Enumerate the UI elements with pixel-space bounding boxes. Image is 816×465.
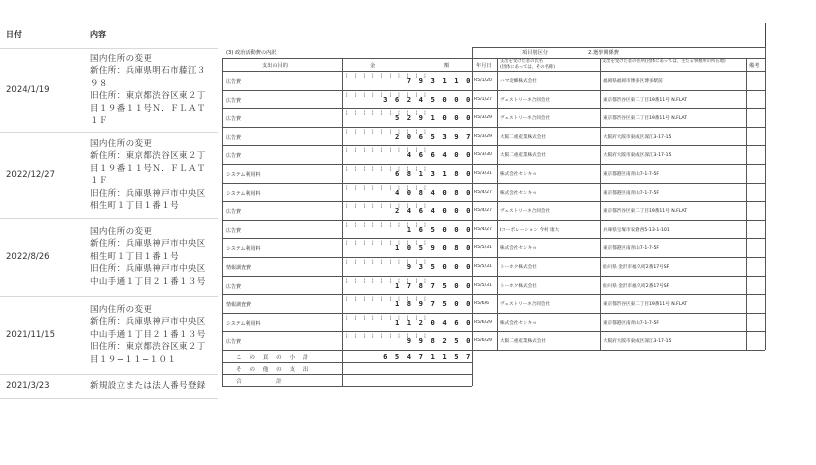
row-purpose: 広告費 bbox=[226, 97, 242, 104]
row-date: R5/3/30 bbox=[474, 152, 492, 158]
row-recipient-address: 東京都渋谷区東二丁目19番11号 N.FLAT bbox=[603, 209, 688, 215]
row-purpose: 広告費 bbox=[226, 116, 242, 123]
row-recipient-address: 東京都渋谷区東二丁目19番11号 N.FLAT bbox=[603, 97, 688, 103]
category-label: 項目別区分 bbox=[522, 50, 548, 56]
row-recipient-name: ハマ北郷株式会社 bbox=[500, 79, 537, 84]
row-recipient-address: 大阪府大阪市東成区深江3-17-15 bbox=[603, 339, 672, 345]
history-content: 国内住所の変更 新住所：兵庫県明石市藤江３９８ 旧住所：東京都渋谷区東２丁目１９番１１号Ｎ．ＦＬＡＴ１Ｆ bbox=[84, 48, 218, 132]
row-amount: 2 4 6 4 0 0 0 bbox=[394, 206, 472, 216]
row-recipient-address: 大阪府大阪市東成区深江3-17-15 bbox=[603, 134, 672, 140]
row-line bbox=[222, 201, 765, 202]
row-date: R5/6/29 bbox=[474, 319, 492, 325]
row-amount: 1 7 8 7 5 0 0 bbox=[394, 280, 472, 290]
address-column-line bbox=[600, 58, 601, 350]
title-top-line bbox=[472, 47, 765, 48]
row-line bbox=[222, 127, 765, 128]
row-line bbox=[222, 313, 765, 314]
row-line bbox=[222, 90, 765, 91]
row-date: R5/6/29 bbox=[474, 338, 492, 344]
row-date: R5/5/31 bbox=[474, 264, 492, 269]
digit-dividers: ¦¦¦¦¦¦¦¦¦¦ bbox=[346, 203, 433, 210]
history-content: 国内住所の変更 新住所：兵庫県神戸市中央区中山手通１丁目２１番１３号 旧住所：東京都渋谷区東２丁目１９−１１−１０１ bbox=[84, 296, 218, 374]
row-line bbox=[222, 220, 765, 221]
row-amount: 1 8 9 7 5 0 0 bbox=[394, 299, 472, 309]
section-title: (3) 政治活動費の内訳 bbox=[226, 50, 277, 56]
row-recipient-address: 兵庫県宝塚市安倉西5-13-1-101 bbox=[603, 227, 670, 233]
row-recipient-name: 大阪二重産業株式会社 bbox=[500, 134, 546, 140]
digit-dividers: ¦¦¦¦¦¦¦¦¦¦ bbox=[346, 184, 433, 191]
row-date: R5/4/27 bbox=[474, 189, 492, 195]
history-row bbox=[0, 48, 218, 132]
row-line bbox=[222, 276, 765, 277]
name-column-header: 支出を受けた者の氏名 (団体にあっては、その名称) bbox=[500, 59, 555, 70]
category-value: 2.選挙関係費 bbox=[588, 50, 619, 56]
row-purpose: 情報調査費 bbox=[226, 302, 252, 309]
row-line bbox=[222, 331, 765, 332]
row-recipient-name: ヴェストリーネ合同会社 bbox=[500, 97, 551, 103]
row-recipient-name: 株式会社センキョ bbox=[500, 172, 537, 177]
history-date: 2021/3/23 bbox=[0, 374, 84, 398]
row-amount: 1 6 5 0 0 0 bbox=[406, 224, 472, 234]
row-amount: 9 3 5 0 0 0 bbox=[406, 262, 472, 271]
digit-dividers: ¦¦¦¦¦¦¦¦¦¦ bbox=[346, 277, 433, 284]
row-amount: 5 2 9 1 0 0 0 bbox=[394, 113, 472, 123]
row-recipient-name: 株式会社センキョ bbox=[500, 320, 537, 326]
row-date: R5/4/27 bbox=[474, 208, 492, 214]
address-column-header: 支出を受けた者の住所(団体にあっては、主たる事務所の所在地) bbox=[602, 59, 726, 64]
row-recipient-address: 仙川県 金沢市福久町2番17号SF bbox=[603, 265, 670, 270]
summary-line bbox=[222, 386, 472, 387]
digit-dividers: ¦¦¦¦¦¦¦¦¦¦ bbox=[346, 166, 433, 172]
history-date: 2024/1/19 bbox=[0, 48, 84, 132]
name-column-line bbox=[497, 58, 498, 350]
history-content: 新規設立または法人番号登録 bbox=[84, 374, 218, 398]
right-border bbox=[765, 47, 766, 350]
row-amount: 9 9 8 2 5 0 bbox=[406, 336, 472, 346]
address-history-table bbox=[0, 22, 218, 399]
row-recipient-address: 東京都渋谷区東二丁目19番11号 N.FLAT bbox=[603, 116, 688, 122]
row-amount: 1 0 5 9 0 8 0 bbox=[394, 243, 472, 253]
purpose-column-header: 支出の目的 bbox=[262, 63, 288, 69]
note-column-line bbox=[746, 58, 747, 350]
header-top-line bbox=[222, 58, 765, 59]
row-date: R5/1/20 bbox=[474, 78, 492, 83]
history-content: 国内住所の変更 新住所：東京都渋谷区東２丁目１９番１１号Ｎ．ＦＬＡＴ１Ｆ 旧住所：兵庫県神戸市中央区相生町１丁目１番１号 bbox=[84, 132, 218, 218]
row-date: R5/3/29 bbox=[474, 115, 492, 121]
row-purpose: 広告費 bbox=[226, 209, 242, 216]
row-recipient-name: ヴェストリーネ合同会社 bbox=[500, 116, 551, 122]
row-line bbox=[222, 145, 765, 146]
row-line bbox=[222, 294, 765, 295]
row-recipient-name: Iコーポレーション 今村 康大 bbox=[500, 227, 560, 233]
row-line bbox=[222, 238, 765, 239]
row-line bbox=[222, 183, 765, 184]
row-recipient-address: 仙川県 金沢市福久町2番17号SF bbox=[603, 283, 670, 289]
row-amount: 6 8 1 3 1 8 0 bbox=[394, 169, 472, 178]
row-date: R5/3/29 bbox=[474, 133, 492, 139]
row-amount: 3 6 2 4 5 0 0 0 bbox=[383, 94, 472, 104]
digit-dividers: ¦¦¦¦¦¦¦¦¦¦ bbox=[346, 221, 433, 228]
row-purpose: 広告費 bbox=[226, 79, 242, 85]
summary-label: こ の 頁 の 小 計 bbox=[236, 355, 312, 361]
note-column-header: 備考 bbox=[749, 63, 760, 69]
row-recipient-address: 東京都港区南青山7-1-7-5F bbox=[603, 190, 660, 196]
row-purpose: 広告費 bbox=[226, 339, 242, 346]
summary-amount: 6 5 4 7 1 1 5 7 bbox=[383, 352, 472, 361]
row-date: R5/4/27 bbox=[474, 226, 492, 232]
digit-dividers: ¦¦¦¦¦¦¦¦¦¦ bbox=[346, 333, 433, 340]
digit-dividers: ¦¦¦¦¦¦¦¦¦¦ bbox=[346, 259, 433, 265]
history-row bbox=[0, 218, 218, 296]
row-amount: 7 9 3 1 1 0 bbox=[406, 76, 472, 85]
digit-dividers: ¦¦¦¦¦¦¦¦¦¦ bbox=[346, 314, 433, 321]
row-purpose: 広告費 bbox=[226, 227, 242, 234]
date-column-header: 年月日 bbox=[476, 63, 492, 69]
row-recipient-name: ヴェストリーネ合同会社 bbox=[500, 209, 551, 215]
row-recipient-name: トーホク株式会社 bbox=[500, 283, 537, 289]
digit-dividers: ¦¦¦¦¦¦¦¦¦¦ bbox=[346, 91, 433, 98]
digit-dividers: ¦¦¦¦¦¦¦¦¦¦ bbox=[346, 147, 433, 154]
history-date: 2022/8/26 bbox=[0, 218, 84, 296]
row-purpose: システム利用料 bbox=[226, 320, 261, 327]
row-purpose: 情報調査費 bbox=[226, 265, 252, 271]
row-line bbox=[222, 164, 765, 165]
row-recipient-address: 福岡県福岡市博多区博多駅前 bbox=[603, 79, 663, 84]
row-amount: 4 0 8 4 0 8 0 bbox=[394, 187, 472, 197]
row-recipient-name: トーホク株式会社 bbox=[500, 265, 537, 270]
row-purpose: システム利用料 bbox=[226, 246, 261, 253]
history-content: 国内住所の変更 新住所：兵庫県神戸市中央区相生町１丁目１番１号 旧住所：兵庫県神戸市中央区中山手通１丁目２１番１３号 bbox=[84, 218, 218, 296]
row-purpose: 広告費 bbox=[226, 134, 242, 141]
row-recipient-address: 大阪府大阪市東成区深江3-17-15 bbox=[603, 153, 672, 159]
date-column-header: 日付 bbox=[0, 22, 84, 48]
row-amount: 4 6 6 4 0 0 bbox=[406, 150, 472, 160]
row-line bbox=[222, 257, 765, 258]
row-line bbox=[222, 350, 765, 351]
history-date: 2021/11/15 bbox=[0, 296, 84, 374]
row-purpose: システム利用料 bbox=[226, 190, 261, 197]
row-recipient-address: 東京都港区南青山7-1-7-5F bbox=[603, 320, 660, 326]
scanned-expenditure-form bbox=[222, 43, 767, 411]
row-date: R5/5/31 bbox=[474, 282, 492, 288]
row-date: R5/5/31 bbox=[474, 245, 492, 251]
row-recipient-address: 東京都港区南青山7-1-7-5F bbox=[603, 172, 660, 177]
row-recipient-name: 株式会社センキョ bbox=[500, 246, 537, 252]
digit-dividers: ¦¦¦¦¦¦¦¦¦¦ bbox=[346, 110, 433, 117]
date-column-line bbox=[472, 47, 473, 386]
row-recipient-address: 東京都渋谷区東二丁目19番11号 N.FLAT bbox=[603, 302, 688, 308]
history-row bbox=[0, 296, 218, 374]
row-purpose: システム利用料 bbox=[226, 172, 261, 178]
summary-line bbox=[222, 362, 472, 363]
row-recipient-name: 株式会社センキョ bbox=[500, 190, 537, 196]
row-date: R5/3/31 bbox=[474, 171, 492, 176]
row-date: R5/6/6 bbox=[474, 301, 490, 307]
row-recipient-name: ヴェストリーネ合同会社 bbox=[500, 302, 551, 308]
amount-column-header-right: 額 bbox=[444, 63, 450, 69]
row-recipient-address: 東京都港区南青山7-1-7-5F bbox=[603, 246, 660, 252]
row-recipient-name: 大阪二重産業株式会社 bbox=[500, 153, 546, 159]
row-amount: 1 1 2 0 4 6 0 bbox=[394, 317, 472, 327]
left-border bbox=[222, 58, 223, 386]
digit-dividers: ¦¦¦¦¦¦¦¦¦¦ bbox=[346, 296, 433, 303]
row-line bbox=[222, 108, 765, 109]
history-row bbox=[0, 374, 218, 398]
header-bottom-line bbox=[222, 71, 765, 72]
amount-column-line bbox=[342, 58, 343, 386]
amount-column-header-left: 金 bbox=[370, 63, 376, 69]
row-recipient-name: 大阪二重産業株式会社 bbox=[500, 339, 546, 345]
summary-label: 合 計 bbox=[236, 379, 285, 385]
content-column-header: 内容 bbox=[84, 22, 218, 48]
row-purpose: 広告費 bbox=[226, 153, 242, 160]
row-date: R5/1/27 bbox=[474, 96, 492, 102]
digit-dividers: ¦¦¦¦¦¦¦¦¦¦ bbox=[346, 73, 433, 79]
digit-dividers: ¦¦¦¦¦¦¦¦¦¦ bbox=[346, 240, 433, 247]
digit-dividers: ¦¦¦¦¦¦¦¦¦¦ bbox=[346, 128, 433, 135]
history-row bbox=[0, 132, 218, 218]
row-amount: 2 0 6 5 3 9 7 bbox=[394, 131, 472, 141]
row-purpose: 広告費 bbox=[226, 283, 242, 290]
summary-label: そ の 他 の 支 出 bbox=[236, 367, 312, 373]
history-date: 2022/12/27 bbox=[0, 132, 84, 218]
summary-line bbox=[222, 374, 472, 375]
